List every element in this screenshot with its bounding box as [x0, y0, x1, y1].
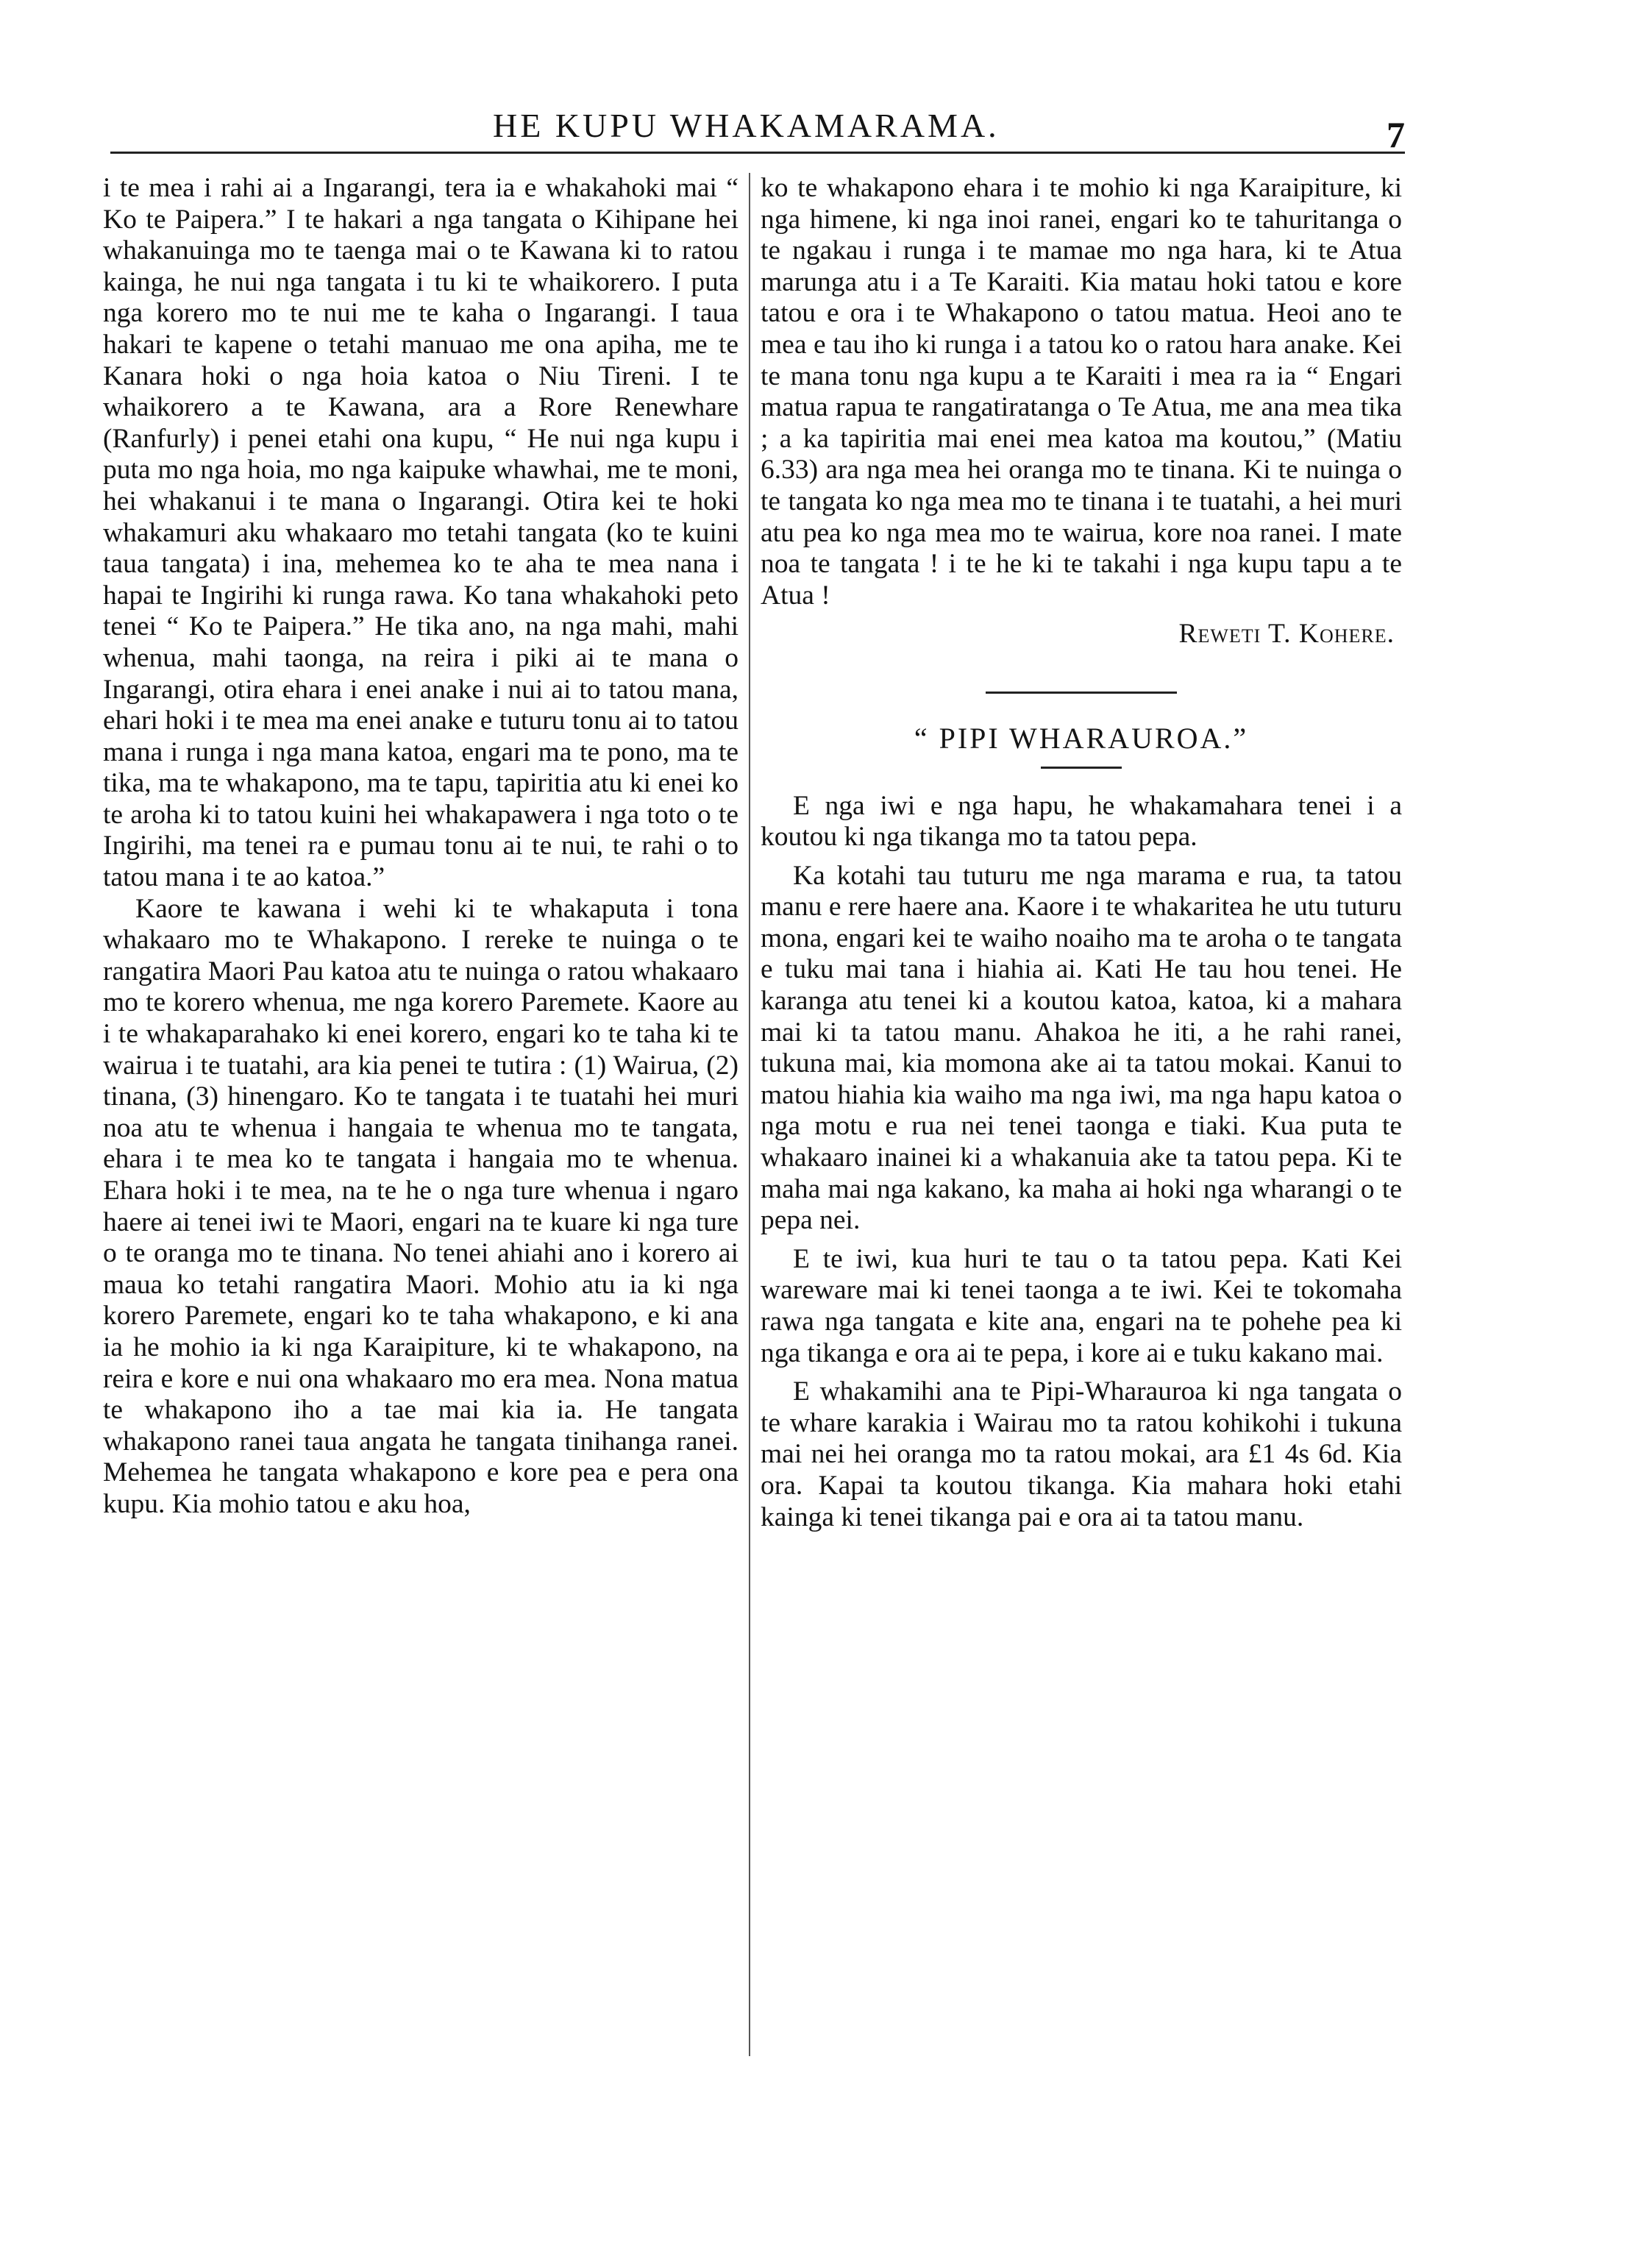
running-head: HE KUPU WHAKAMARAMA. [493, 107, 1000, 144]
title-divider [1041, 767, 1122, 769]
paragraph: ko te whakapono ehara i te mohio ki nga Karaipiture, ki nga himene, ki nga inoi ranei, engari ko te tahuritanga o te ngakau i runga i te mamae mo nga hara, ki te Atua marunga atu i a Te Karaiti. Kia matau hoki tatou e kore tatou e ora i te Whakapono o tatou matua. Heoi ano te mea e tau iho ki runga i a tatou ko o ratou hara anake. Kei te mana tonu nga kupu a te Karaiti i mea ra ia “ Engari matua rapua te rangatiratanga o Te Atua, me ana mea tika ; a ka tapiritia mai enei mea katoa ma koutou,” (Matiu 6.33) ara nga mea hei oranga mo te tinana. Ki te nuinga o te tangata ko nga mea mo te tinana i te tuatahi, a hei muri atu pea ko nga mea mo te wairua, kore noa ranei. I mate noa te tangata ! i te he ki te takahi i nga kupu tapu a te Atua ! [761, 173, 1402, 611]
paragraph: E nga iwi e nga hapu, he whakamahara tenei i a koutou ki nga tikanga mo ta tatou pepa. [761, 790, 1402, 853]
page-header [110, 103, 1405, 162]
paragraph: i te mea i rahi ai a Ingarangi, tera ia e whakahoki mai “ Ko te Paipera.” I te hakari a nga tangata o Kihipane hei whakanuinga mo te taenga mai o te Kawana ki to ratou kainga, he nui nga tangata i tu ki te whaikorero. I puta nga korero mo te nui me te kaha o Ingarangi. I taua hakari te kapene o tetahi manuao me ona apiha, me te Kanara hoki o nga hoia katoa o Niu Tireni. I te whaikorero a te Kawana, ara a Rore Renewhare (Ranfurly) i penei etahi ona kupu, “ He nui nga kupu i puta mo nga hoia, mo nga kaipuke whawhai, me te moni, hei whakanui i te mana o Ingarangi. Otira kei te hoki whakamuri aku whakaaro mo tetahi tangata (ko te kuini taua tangata) i ina, mehemea ko te aha te mea nana i hapai te Ingirihi ki runga rawa. Ko tana whakahoki peto tenei “ Ko te Paipera.” He tika ano, na nga mahi, mahi whenua, mahi taonga, na reira i piki ai te mana o Ingarangi, otira ehara i enei anake i nui ai to tatou mana, ehari hoki i te mea ma enei anake e tuturu tonu ai to tatou mana i runga i nga mana katoa, engari ma te pono, ma te tika, ma te whakapono, ma te tapu, tapiritia atu ki enei ko te aroha ki to tatou kuini hei whakapawera i nga toto o te Ingirihi, ma tenei ra e pumau tonu ai te nui, te rahi o to tatou mana i te ao katoa.” [103, 173, 739, 893]
section-divider [986, 692, 1177, 694]
column-divider [749, 173, 750, 2056]
paragraph: Kaore te kawana i wehi ki te whakaputa i tona whakaaro mo te Whakapono. I rereke te nuinga o te rangatira Maori Pau katoa atu te nuinga o ratou whakaaro mo te korero whenua, me nga korero Paremete. Kaore au i te whakaparahako ki enei korero, engari ko te taha ki te wairua i te tuatahi, ara kia penei te tutira : (1) Wairua, (2) tinana, (3) hinengaro. Ko te tangata i te tuatahi hei muri noa atu te whenua i hangaia te whenua mo te tangata, ehara i te mea ko te tangata i hangaia mo te whenua. Ehara hoki i te mea, na te he o nga ture whenua i ngaro haere ai tenei iwi te Maori, engari na te kuare ki nga ture o te oranga mo te tinana. No tenei ahiahi ano i korero ai maua ko tetahi rangatira Maori. Mohio atu ia ki nga korero Paremete, engari ko te taha whakapono, e ki ana ia he mohio ia ki nga Karaipiture, ki te whakapono, na reira e kore e nui ona whakaaro mo era mea. Nona matua te whakapono iho a tae mai kia ia. He tangata whakapono ranei taua angata he tangata tinihanga ranei. Mehemea he tangata whakapono e kore pea e pera ona kupu. Kia mohio tatou e aku hoa, [103, 893, 739, 1519]
section-title: “ PIPI WHARAUROA.” [914, 721, 1249, 755]
header-rule [110, 152, 1405, 154]
author-byline: Reweti T. Kohere. [1178, 619, 1395, 650]
paragraph: E te iwi, kua huri te tau o ta tatou pepa. Kati Kei wareware mai ki tenei taonga a te iwi. Kei te tokomaha rawa nga tangata e kite ana, engari na te pohehe pea ki nga tikanga e ora ai te pepa, i kore ai e tuku kakano mai. [761, 1243, 1402, 1368]
right-column [761, 173, 1402, 1533]
paragraph: Ka kotahi tau tuturu me nga marama e rua, ta tatou manu e rere haere ana. Kaore i te whakaritea he utu tuturu mona, engari kei te waiho noaiho ma te aroha o te tangata e tuku mai tana i hiahia ai. Kati He tau hou tenei. He karanga atu tenei ki a koutou katoa, katoa, ki a mahara mai ki ta tatou manu. Ahakoa he iti, a he rahi ranei, tukuna mai, kia momona ake ai ta tatou mokai. Kanui to matou hiahia kia waiho ma nga iwi, ma nga hapu katoa o nga motu e rua nei tenei taonga e tiaki. Kua puta te whakaaro inainei ki a whakanuia ake ta tatou pepa. Ki te maha mai nga kakano, ka maha ai hoki nga wharangi o te pepa nei. [761, 860, 1402, 1236]
paragraph: E whakamihi ana te Pipi-Wharauroa ki nga tangata o te whare karakia i Wairau mo ta ratou kohikohi i tukuna mai nei hei oranga mo ta ratou mokai, ara £1 4s 6d. Kia ora. Kapai ta koutou tikanga. Kia mahara hoki etahi kainga ki tenei tikanga pai e ora ai ta tatou manu. [761, 1376, 1402, 1532]
left-column [103, 173, 739, 1521]
page-number: 7 [1387, 114, 1405, 155]
